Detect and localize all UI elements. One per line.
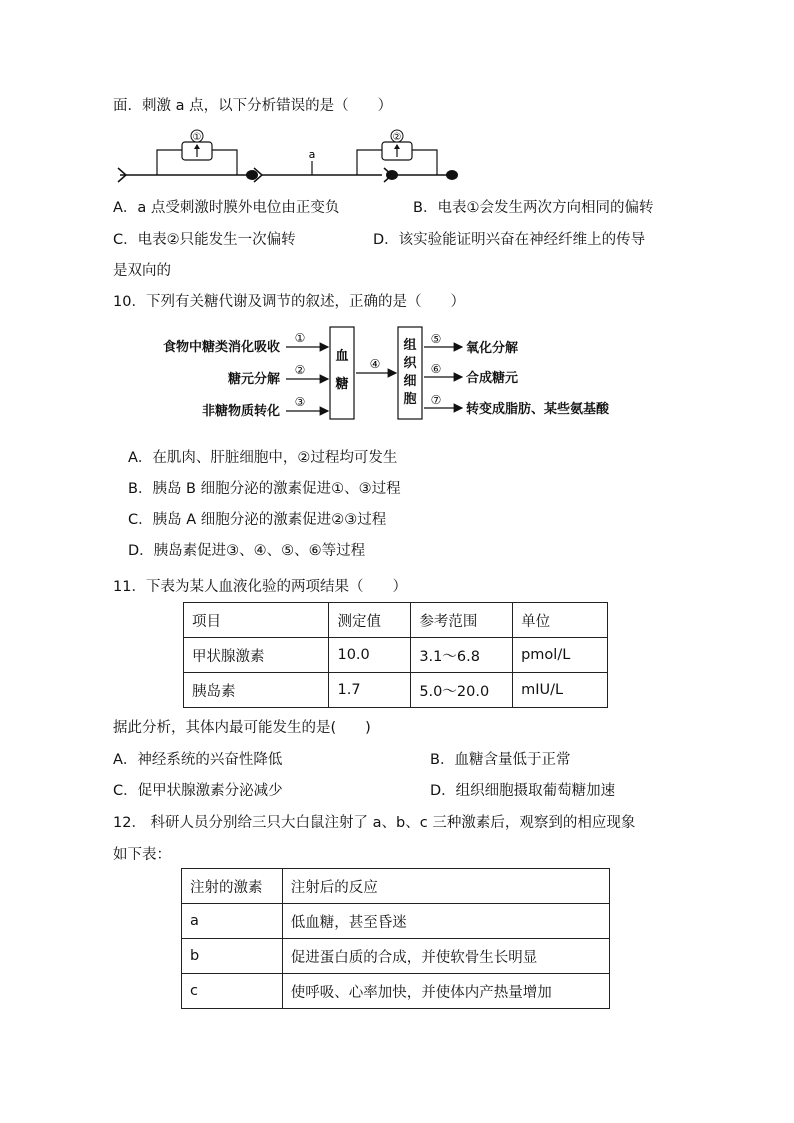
- glucose-metabolism-diagram: [140, 322, 640, 422]
- tissue-cell-char-3: 细: [403, 374, 417, 389]
- table-cell: 甲状腺激素: [184, 638, 329, 673]
- table-cell: a: [182, 904, 283, 939]
- tissue-cell-char-2: 织: [403, 356, 417, 371]
- q10-option-c: C．胰岛 A 细胞分泌的激素促进②③过程: [128, 512, 387, 528]
- table-cell: 3.1～6.8: [411, 638, 513, 673]
- process-7: ⑦: [430, 393, 442, 407]
- q10-stem: 10．下列有关糖代谢及调节的叙述，正确的是（ ）: [113, 294, 465, 310]
- table-cell: 1.7: [329, 673, 411, 708]
- table-cell: 5.0～20.0: [411, 673, 513, 708]
- nerve-fiber-diagram: [112, 128, 472, 186]
- table-header-row: [182, 869, 610, 904]
- stimulus-point-label: a: [308, 148, 316, 161]
- process-3: ③: [294, 395, 306, 409]
- q10-option-a: A．在肌肉、肝脏细胞中，②过程均可发生: [128, 450, 398, 466]
- table-cell: c: [182, 974, 283, 1009]
- q11-after-text: 据此分析，其体内最可能发生的是( ): [113, 720, 371, 736]
- table-cell: b: [182, 939, 283, 974]
- electrode-1: [246, 170, 258, 180]
- process-1: ①: [294, 331, 306, 345]
- q9-stem: 面．刺激 a 点，以下分析错误的是（ ）: [113, 98, 393, 114]
- table-cell: 低血糖，甚至昏迷: [282, 904, 609, 939]
- meter-1-label: ①: [192, 132, 202, 143]
- source-glycogenolysis: 糖元分解: [227, 372, 280, 387]
- q9-option-a: A．a 点受刺激时膜外电位由正变负: [113, 200, 340, 216]
- q11-stem: 11．下表为某人血液化验的两项结果（ ）: [113, 579, 407, 595]
- meter-2-label: ②: [392, 132, 402, 143]
- q12-stem-line-1: 12． 科研人员分别给三只大白鼠注射了 a、b、c 三种激素后，观察到的相应现象: [113, 815, 636, 831]
- header-measured: 测定值: [329, 603, 411, 638]
- blood-test-table: [183, 602, 608, 708]
- q9-option-d: D．该实验能证明兴奋在神经纤维上的传导: [373, 232, 646, 248]
- output-glycogen-synthesis: 合成糖元: [466, 371, 519, 386]
- blood-glucose-box: [330, 327, 354, 419]
- q11-option-c: C．促甲状腺激素分泌减少: [113, 783, 283, 799]
- header-unit: 单位: [513, 603, 608, 638]
- q9-option-c: C．电表②只能发生一次偏转: [113, 232, 296, 248]
- hormone-table: [181, 868, 610, 1009]
- table-row: [184, 673, 608, 708]
- table-row: [182, 974, 610, 1009]
- header-item: 项目: [184, 603, 329, 638]
- table-row: [182, 904, 610, 939]
- process-4: ④: [369, 357, 381, 371]
- source-digestion: 食物中糖类消化吸收: [162, 340, 280, 355]
- table-cell: 胰岛素: [184, 673, 329, 708]
- q12-stem-line-2: 如下表：: [113, 847, 171, 863]
- header-reaction: 注射后的反应: [282, 869, 609, 904]
- q9-option-b: B．电表①会发生两次方向相同的偏转: [413, 200, 654, 216]
- q11-option-b: B．血糖含量低于正常: [430, 752, 571, 768]
- process-5: ⑤: [430, 332, 442, 346]
- electrode-3: [386, 170, 398, 180]
- table-cell: mIU/L: [513, 673, 608, 708]
- q9-option-d-continued: 是双向的: [113, 263, 171, 279]
- blood-glucose-char-2: 糖: [335, 377, 349, 392]
- q11-option-a: A．神经系统的兴奋性降低: [113, 752, 283, 768]
- table-cell: pmol/L: [513, 638, 608, 673]
- header-hormone: 注射的激素: [182, 869, 283, 904]
- tissue-cell-char-4: 胞: [403, 392, 417, 407]
- header-reference: 参考范围: [411, 603, 513, 638]
- source-gluconeogenesis: 非糖物质转化: [201, 404, 280, 419]
- q10-option-b: B．胰岛 B 细胞分泌的激素促进①、③过程: [128, 481, 401, 497]
- output-conversion: 转变成脂肪、某些氨基酸: [466, 402, 610, 417]
- table-cell: 促进蛋白质的合成，并使软骨生长明显: [282, 939, 609, 974]
- process-6: ⑥: [430, 362, 442, 376]
- table-header-row: [184, 603, 608, 638]
- process-2: ②: [294, 363, 306, 377]
- table-row: [184, 638, 608, 673]
- blood-glucose-char-1: 血: [335, 349, 349, 364]
- electrode-4: [446, 170, 458, 180]
- table-row: [182, 939, 610, 974]
- tissue-cell-char-1: 组: [403, 338, 417, 353]
- table-cell: 使呼吸、心率加快，并使体内产热量增加: [282, 974, 609, 1009]
- output-oxidation: 氧化分解: [466, 341, 519, 356]
- q10-option-d: D．胰岛素促进③、④、⑤、⑥等过程: [128, 543, 366, 559]
- q11-option-d: D．组织细胞摄取葡萄糖加速: [430, 783, 616, 799]
- table-cell: 10.0: [329, 638, 411, 673]
